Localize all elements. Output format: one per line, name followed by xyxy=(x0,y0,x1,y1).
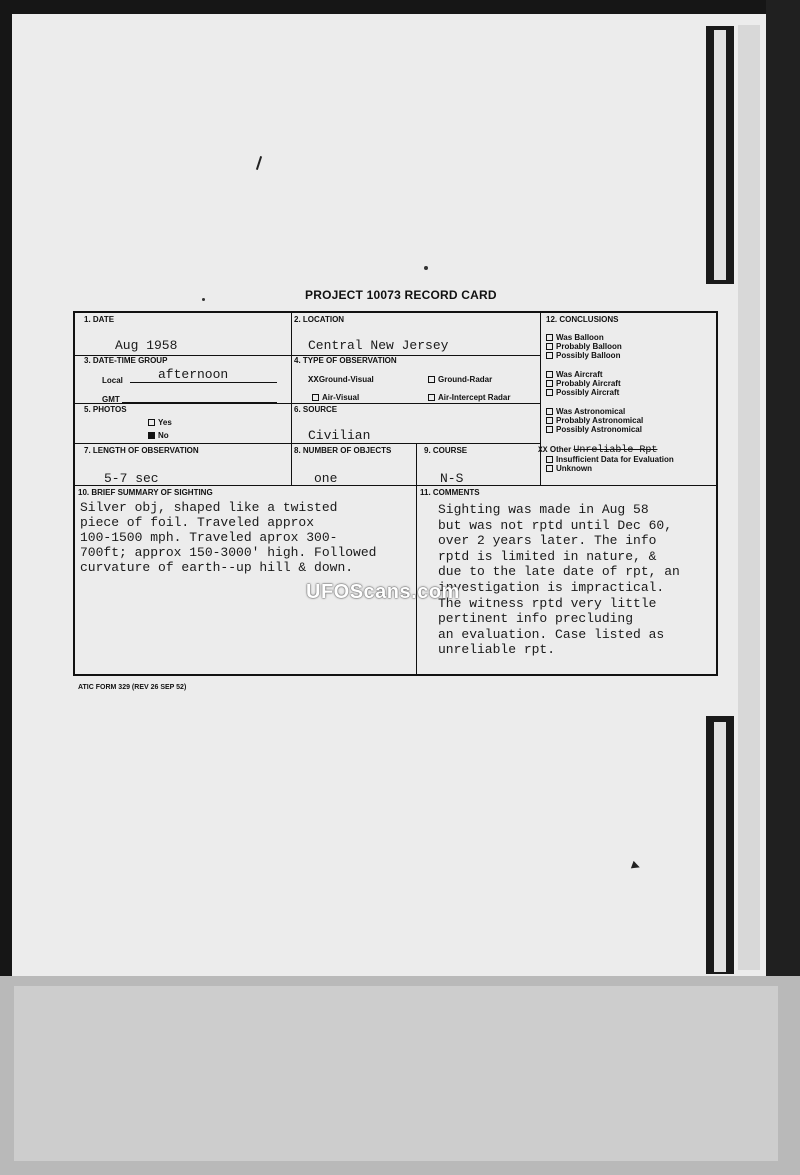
location-value: Central New Jersey xyxy=(308,338,449,353)
speck xyxy=(202,298,205,301)
local-value: afternoon xyxy=(158,367,229,382)
objects-value: one xyxy=(314,471,338,486)
photos-no: No xyxy=(148,431,169,440)
option-ground-visual: XXGround-Visual xyxy=(308,375,374,385)
summary-label: 10. BRIEF SUMMARY OF SIGHTING xyxy=(78,488,213,497)
objects-label: 8. NUMBER OF OBJECTS xyxy=(294,446,392,455)
form-footer: ATIC FORM 329 (REV 26 SEP 52) xyxy=(78,684,187,691)
conclusion-was-aircraft: Was Aircraft xyxy=(546,370,603,379)
comments-label: 11. COMMENTS xyxy=(420,488,480,497)
photos-yes: Yes xyxy=(148,418,172,427)
conclusion-was-balloon: Was Balloon xyxy=(546,333,604,342)
speck xyxy=(424,266,428,270)
conclusion-possibly-aircraft: Possibly Aircraft xyxy=(546,388,619,397)
type-label: 4. TYPE OF OBSERVATION xyxy=(294,356,397,365)
length-label: 7. LENGTH OF OBSERVATION xyxy=(84,446,199,455)
card-title: PROJECT 10073 RECORD CARD xyxy=(305,288,497,302)
conclusions-label: 12. CONCLUSIONS xyxy=(546,315,619,324)
page-edge xyxy=(738,25,760,970)
course-value: N-S xyxy=(440,471,464,486)
conclusion-unknown: Unknown xyxy=(546,464,592,473)
local-label: Local xyxy=(102,376,123,385)
local-underline xyxy=(130,382,277,383)
gmt-underline xyxy=(122,402,277,403)
watermark: UFOScans.com xyxy=(306,581,460,603)
conclusion-probably-aircraft: Probably Aircraft xyxy=(546,379,621,388)
option-air-intercept-radar: Air-Intercept Radar xyxy=(428,393,510,402)
date-label: 1. DATE xyxy=(84,315,115,324)
binder-clip-top xyxy=(706,26,734,284)
conclusion-probably-astronomical: Probably Astronomical xyxy=(546,416,643,425)
dtg-label: 3. DATE-TIME GROUP xyxy=(84,356,168,365)
conclusion-probably-balloon: Probably Balloon xyxy=(546,342,622,351)
conclusion-insufficient-data: Insufficient Data for Evaluation xyxy=(546,455,674,464)
conclusion-possibly-astronomical: Possibly Astronomical xyxy=(546,425,642,434)
option-air-visual: Air-Visual xyxy=(312,393,359,402)
date-value: Aug 1958 xyxy=(115,338,178,353)
source-value: Civilian xyxy=(308,428,371,443)
backing-sheet xyxy=(0,976,800,1175)
source-label: 6. SOURCE xyxy=(294,405,338,414)
conclusion-other: XX Other Unreliable Rpt xyxy=(538,445,658,456)
length-value: 5-7 sec xyxy=(104,471,159,486)
course-label: 9. COURSE xyxy=(424,446,468,455)
conclusion-was-astronomical: Was Astronomical xyxy=(546,407,625,416)
photos-label: 5. PHOTOS xyxy=(84,405,127,414)
option-ground-radar: Ground-Radar xyxy=(428,375,492,384)
location-label: 2. LOCATION xyxy=(294,315,345,324)
summary-text: Silver obj, shaped like a twisted piece of foil. Traveled approx 100-1500 mph. Traveled aprox 300- 700ft; approx 150-3000' high. Followed curvature of earth--up hill & down. xyxy=(80,500,377,575)
conclusion-possibly-balloon: Possibly Balloon xyxy=(546,351,620,360)
binder-clip-bottom xyxy=(706,716,734,974)
comments-text: Sighting was made in Aug 58 but was not rptd until Dec 60, over 2 years later. The info rptd is limited in nature, & due to the late date of rpt, an investigation is impractical. The witness rptd very little pertinent info precluding an evaluation. Case listed as unreliable rpt. xyxy=(438,502,680,658)
gmt-label: GMT xyxy=(102,395,120,404)
